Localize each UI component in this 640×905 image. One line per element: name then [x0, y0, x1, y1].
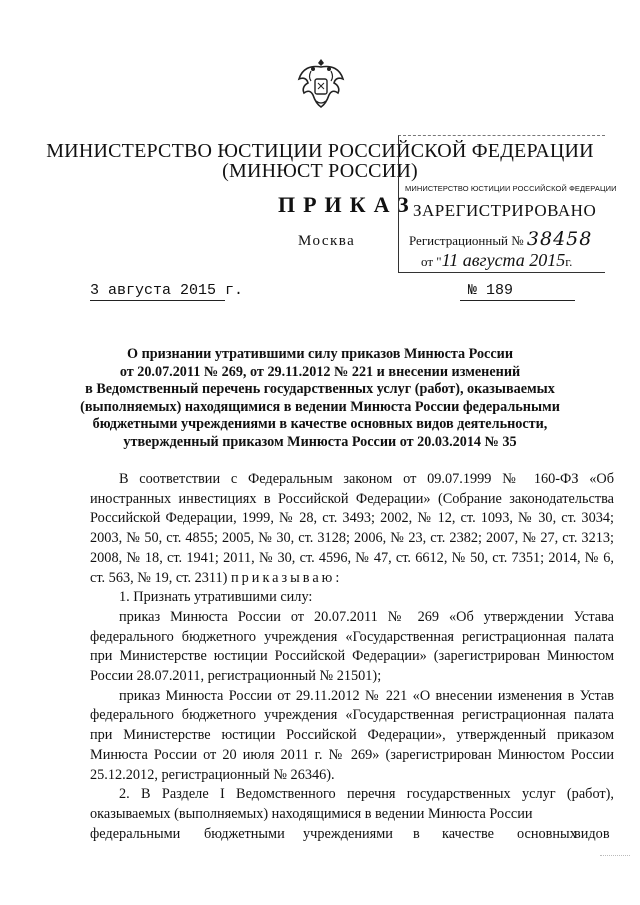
document-type-heading: ПРИКАЗ — [278, 192, 417, 217]
stamp-reg-number: 38458 — [526, 228, 593, 250]
ministry-short-name: (МИНЮСТ РОССИИ) — [222, 160, 418, 182]
tail-word: в — [413, 826, 420, 842]
stamp-date-prefix: от " — [421, 254, 442, 269]
title-line: утвержденный приказом Минюста России от 20.03.2014 № 35 — [123, 433, 517, 450]
stamp-date-row — [421, 250, 572, 271]
command-word: приказываю: — [231, 569, 343, 586]
stamp-registration-row — [409, 228, 592, 250]
stamp-date-suffix: г. — [565, 254, 573, 269]
preamble-text: В соответствии с Федеральным законом от 09.07.1999 № 160-ФЗ «Об иностранных инвестициях в Российской Федерации» (Собрание законодательства Российской Федерации, 1999, № 28, ст. 3493; 2002, № 12, ст. 1093, № 30, ст. 3034; 2003, № 50, ст. 4855; 2005, № 30, ст. 3128; 2006, № 23, ст. 2382; 2007, № 27, ст. 3213; 2008, № 18, ст. 1941; 2011, № 30, ст. 4596, № 47, ст. 6612, № 50, ст. 7351; 2014, № 6, ст. 563, № 19, ст. 2311) — [90, 471, 614, 586]
city-label: Москва — [298, 233, 356, 249]
title-line: (выполняемых) находящимися в ведении Минюста России федеральными — [80, 398, 560, 415]
tail-word: видов — [574, 826, 610, 842]
title-line: от 20.07.2011 № 269, от 29.11.2012 № 221 и внесении изменений — [119, 363, 521, 380]
tail-word: качестве — [442, 826, 495, 842]
tail-word: федеральными — [90, 826, 181, 842]
item1-heading: 1. Признать утратившими силу: — [119, 589, 313, 606]
stamp-date-value: 11 августа 2015 — [441, 250, 566, 270]
page-edge-mark — [600, 855, 630, 896]
document-title — [60, 346, 580, 451]
stamp-registered-label: ЗАРЕГИСТРИРОВАНО — [413, 201, 597, 220]
title-line: О признании утратившими силу приказов Минюста России — [127, 346, 513, 362]
tail-word: бюджетными — [204, 826, 285, 842]
tail-word: основных — [517, 826, 577, 842]
title-line: в Ведомственный перечень государственных услуг (работ), оказываемых — [85, 381, 555, 397]
coat-of-arms-emblem — [296, 55, 346, 111]
document-body — [90, 470, 614, 825]
preamble-paragraph — [90, 470, 614, 588]
ministry-name: МИНИСТЕРСТВО ЮСТИЦИИ РОССИЙСКОЙ ФЕДЕРАЦИИ — [46, 140, 594, 162]
stamp-reg-label: Регистрационный № — [409, 233, 524, 248]
registration-stamp — [398, 135, 617, 273]
title-line: бюджетными учреждениями в качестве основных видов деятельности, — [92, 416, 548, 432]
order-number: № 189 — [468, 282, 514, 299]
date-underline — [90, 300, 225, 301]
tail-word: учреждениями — [303, 826, 393, 842]
item1-clause-b: приказ Минюста России от 29.11.2012 № 221 «О внесении изменения в Устав федерального бюджетного учреждения «Государственная регистрационная палата при Министерстве юстиции Российской Федерации», утвержденный приказом Минюста России от 20 июля 2011 г. № 269» (зарегистрирован Минюстом России 25.12.2012, регистрационный № 26346). — [90, 687, 614, 783]
number-underline — [460, 300, 575, 301]
item1-clause-a: приказ Минюста России от 20.07.2011 № 269 «Об утверждении Устава федерального бюджетного учреждения «Государственная регистрационная палата при Министерстве юстиции Российской Федерации» (зарегистрирован Минюстом России 28.07.2011, регистрационный № 21501); — [90, 608, 614, 685]
item2-paragraph: 2. В Разделе I Ведомственного перечня государственных услуг (работ), оказываемых (выполняемых) находящимися в ведении Минюста России — [90, 786, 614, 822]
stamp-organization: МИНИСТЕРСТВО ЮСТИЦИИ РОССИЙСКОЙ ФЕДЕРАЦИИ — [405, 184, 617, 193]
order-date: 3 августа 2015 г. — [90, 282, 244, 299]
